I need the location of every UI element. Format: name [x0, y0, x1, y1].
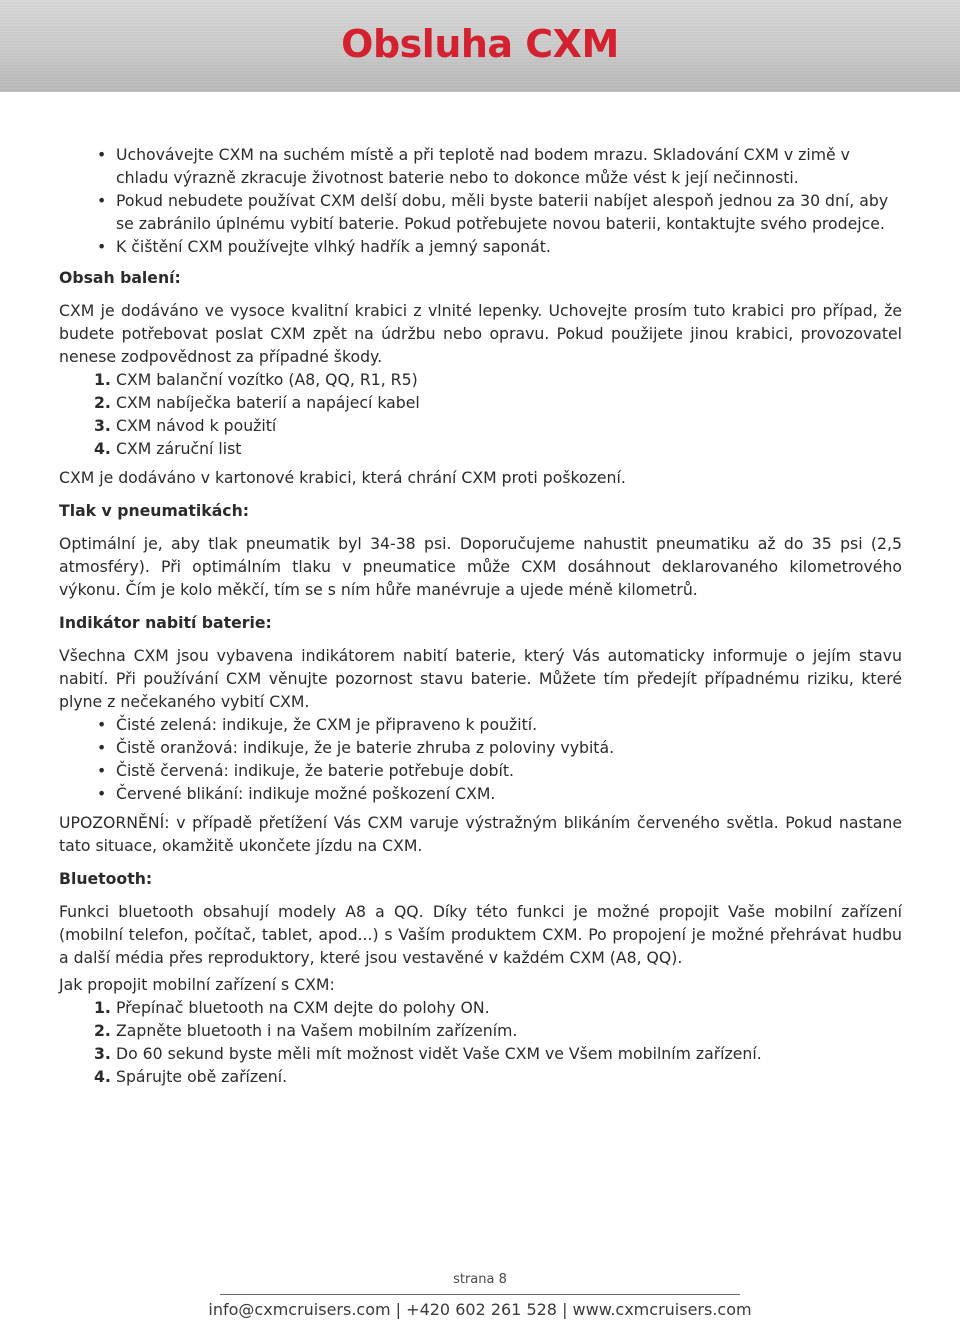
list-item: 2. Zapněte bluetooth i na Vašem mobilním zařízením.: [94, 1021, 518, 1040]
list-item: • Červené blikání: indikuje možné poškození CXM.: [116, 782, 902, 805]
list-item: 4. CXM záruční list: [94, 439, 242, 458]
battery-text: Všechna CXM jsou vybavena indikátorem nabití baterie, který Vás automaticky informuje o jejím stavu nabití. Při používání CXM věnujte pozornost stavu baterie. Můžete tím předejít případnému riziku, které plyne z nečekaného vybití CXM.: [59, 646, 902, 711]
bluetooth-subheading: Jak propojit mobilní zařízení s CXM:: [59, 975, 335, 994]
main-content: [59, 143, 902, 1088]
bluetooth-text: Funkci bluetooth obsahují modely A8 a QQ. Díky této funkci je možné propojit Vaše mobilní zařízení (mobilní telefon, počítač, tablet, apod...) s Vaším produktem CXM. Po propojení je možné přehrávat hudbu a další média přes reproduktory, které jsou vestavěné v každém CXM (A8, QQ).: [59, 902, 902, 967]
list-item: • Čistě oranžová: indikuje, že je baterie zhruba z poloviny vybitá.: [116, 736, 902, 759]
footer-divider: [220, 1294, 740, 1295]
package-text: CXM je dodáváno ve vysoce kvalitní krabici z vlnité lepenky. Uchovejte prosím tuto krabici pro případ, že budete potřebovat poslat CXM zpět na údržbu nebo opravu. Pokud použijete jinou krabici, provozovatel nenese zodpovědnost za případné škody.: [59, 301, 902, 366]
battery-warning: UPOZORNĚNÍ: v případě přetížení Vás CXM varuje výstražným blikáním červeného světla. Pokud nastane tato situace, okamžitě ukončete jízdu na CXM.: [59, 813, 902, 855]
tires-text: Optimální je, aby tlak pneumatik byl 34-38 psi. Doporučujeme nahustit pneumatiku až do 35 psi (2,5 atmosféry). Při optimálním tlaku v pneumatice může CXM dosáhnout deklarovaného kilometrového výkonu. Čím je kolo měkčí, tím se s ním hůře manévruje a ujede méně kilometrů.: [59, 534, 902, 599]
footer-contact: info@cxmcruisers.com | +420 602 261 528 | www.cxmcruisers.com: [208, 1300, 752, 1319]
list-item: 4. Spárujte obě zařízení.: [94, 1067, 288, 1086]
list-item: • Uchovávejte CXM na suchém místě a při teplotě nad bodem mrazu. Skladování CXM v zimě v chladu výrazně zkracuje životnost baterie nebo to dokonce může vést k její nečinnosti.: [116, 143, 902, 189]
battery-heading: Indikátor nabití baterie:: [59, 613, 272, 632]
package-heading: Obsah balení:: [59, 268, 181, 287]
list-item: 3. Do 60 sekund byste měli mít možnost vidět Vaše CXM ve Všem mobilním zařízení.: [94, 1044, 762, 1063]
list-item: 1. Přepínač bluetooth na CXM dejte do polohy ON.: [94, 998, 490, 1017]
list-item: 1. CXM balanční vozítko (A8, QQ, R1, R5): [94, 370, 418, 389]
package-list: [59, 368, 902, 460]
package-note: CXM je dodáváno v kartonové krabici, která chrání CXM proti poškození.: [59, 468, 626, 487]
tires-heading: Tlak v pneumatikách:: [59, 501, 250, 520]
list-item: 2. CXM nabíječka baterií a napájecí kabel: [94, 393, 420, 412]
page-title: Obsluha CXM: [341, 22, 619, 66]
battery-status-list: [59, 713, 902, 805]
list-item: • Čistě červená: indikuje, že baterie potřebuje dobít.: [116, 759, 902, 782]
list-item: 3. CXM návod k použití: [94, 416, 277, 435]
page-header: [0, 0, 960, 92]
bluetooth-steps: [59, 996, 902, 1088]
care-bullet-list: [59, 143, 902, 258]
bluetooth-heading: Bluetooth:: [59, 869, 153, 888]
list-item: • Čisté zelená: indikuje, že CXM je připraveno k použití.: [116, 713, 902, 736]
page-number: strana 8: [453, 1272, 507, 1287]
list-item: • K čištění CXM používejte vlhký hadřík a jemný saponát.: [116, 235, 902, 258]
list-item: • Pokud nebudete používat CXM delší dobu, měli byste baterii nabíjet alespoň jednou za 30 dní, aby se zabránilo úplnému vybití baterie. Pokud potřebujete novou baterii, kontaktujte svého prodejce.: [116, 189, 902, 235]
